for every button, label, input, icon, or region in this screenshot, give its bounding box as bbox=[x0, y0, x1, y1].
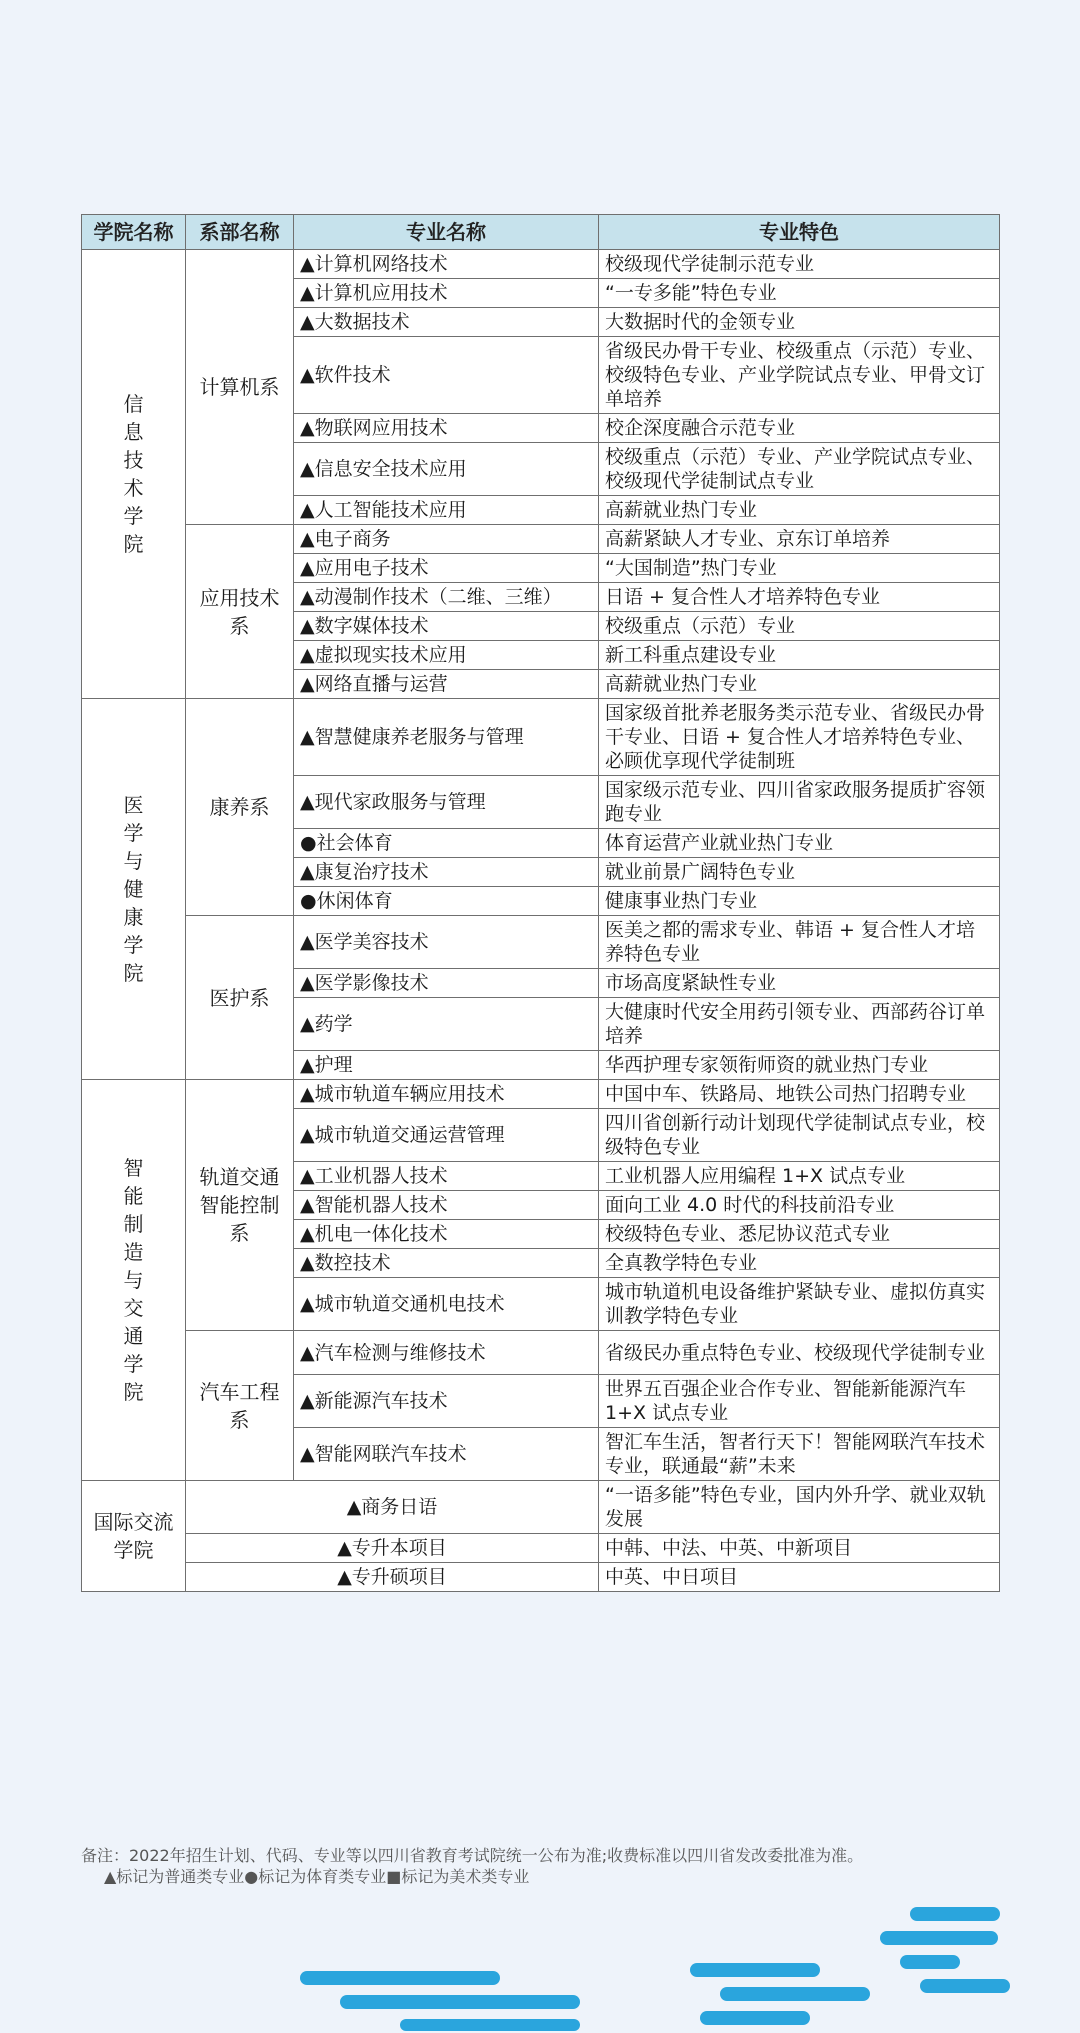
major-name: ▲计算机网络技术 bbox=[294, 250, 599, 279]
major-name: ▲软件技术 bbox=[294, 337, 599, 414]
table-row bbox=[82, 525, 1000, 554]
dept-name: 医护系 bbox=[209, 985, 270, 1010]
major-feature: “一专多能”特色专业 bbox=[599, 279, 1000, 308]
major-name: ▲商务日语 bbox=[186, 1481, 599, 1534]
major-feature: 体育运营产业就业热门专业 bbox=[599, 829, 1000, 858]
table-row bbox=[82, 1080, 1000, 1109]
major-feature: 大数据时代的金领专业 bbox=[599, 308, 1000, 337]
major-name: ▲城市轨道交通运营管理 bbox=[294, 1109, 599, 1162]
table-row bbox=[82, 1481, 1000, 1534]
majors-table bbox=[81, 214, 1000, 1592]
major-name: ▲药学 bbox=[294, 998, 599, 1051]
major-feature: 就业前景广阔特色专业 bbox=[599, 858, 1000, 887]
major-feature: 校级重点（示范）专业、产业学院试点专业、校级现代学徒制试点专业 bbox=[599, 443, 1000, 496]
major-name: ●休闲体育 bbox=[294, 887, 599, 916]
dept-name-cell bbox=[186, 916, 294, 1080]
major-name: ●社会体育 bbox=[294, 829, 599, 858]
major-feature: 工业机器人应用编程 1+X 试点专业 bbox=[599, 1162, 1000, 1191]
dept-name-cell bbox=[186, 250, 294, 525]
header-major: 专业名称 bbox=[294, 215, 599, 250]
major-name: ▲护理 bbox=[294, 1051, 599, 1080]
major-feature: 大健康时代安全用药引领专业、西部药谷订单培养 bbox=[599, 998, 1000, 1051]
cloud-decoration bbox=[300, 1895, 1060, 2033]
major-name: ▲电子商务 bbox=[294, 525, 599, 554]
major-feature: 省级民办重点特色专业、校级现代学徒制专业 bbox=[599, 1331, 1000, 1375]
header-college: 学院名称 bbox=[82, 215, 186, 250]
cloud-pattern-left bbox=[300, 1971, 580, 2031]
major-feature: 国家级示范专业、四川省家政服务提质扩容领跑专业 bbox=[599, 776, 1000, 829]
dept-name: 计算机系 bbox=[199, 375, 280, 399]
major-name: ▲康复治疗技术 bbox=[294, 858, 599, 887]
dept-name: 康养系 bbox=[209, 795, 270, 819]
major-feature: 健康事业热门专业 bbox=[599, 887, 1000, 916]
major-name: ▲大数据技术 bbox=[294, 308, 599, 337]
college-name: 医学与健康学院 bbox=[123, 793, 144, 985]
header-feature: 专业特色 bbox=[599, 215, 1000, 250]
cloud-pattern-right bbox=[880, 1907, 1010, 1993]
dept-name-cell bbox=[186, 1080, 294, 1331]
major-name: ▲机电一体化技术 bbox=[294, 1220, 599, 1249]
major-name: ▲信息安全技术应用 bbox=[294, 443, 599, 496]
major-feature: 世界五百强企业合作专业、智能新能源汽车 1+X 试点专业 bbox=[599, 1375, 1000, 1428]
major-feature: 面向工业 4.0 时代的科技前沿专业 bbox=[599, 1191, 1000, 1220]
table-row bbox=[82, 699, 1000, 776]
footnote-line-1: 备注：2022年招生计划、代码、专业等以四川省教育考试院统一公布为准;收费标准以四川省发改委批准为准。 bbox=[81, 1846, 864, 1865]
dept-name: 汽车工程系 bbox=[199, 1379, 280, 1432]
dept-name-cell bbox=[186, 699, 294, 916]
major-feature: 日语 + 复合性人才培养特色专业 bbox=[599, 583, 1000, 612]
top-blank-area bbox=[0, 0, 1080, 215]
major-feature: 城市轨道机电设备维护紧缺专业、虚拟仿真实训教学特色专业 bbox=[599, 1278, 1000, 1331]
major-name: ▲汽车检测与维修技术 bbox=[294, 1331, 599, 1375]
major-feature: 新工科重点建设专业 bbox=[599, 641, 1000, 670]
major-name: ▲虚拟现实技术应用 bbox=[294, 641, 599, 670]
major-name: ▲城市轨道交通机电技术 bbox=[294, 1278, 599, 1331]
major-feature: 中英、中日项目 bbox=[599, 1563, 1000, 1592]
college-name-cell bbox=[82, 1080, 186, 1481]
major-feature: 高薪就业热门专业 bbox=[599, 496, 1000, 525]
footnote-line-2: ▲标记为普通类专业●标记为体育类专业■标记为美术类专业 bbox=[104, 1867, 530, 1886]
major-feature: 校级特色专业、悉尼协议范式专业 bbox=[599, 1220, 1000, 1249]
major-name: ▲计算机应用技术 bbox=[294, 279, 599, 308]
major-feature: 校企深度融合示范专业 bbox=[599, 414, 1000, 443]
dept-name-cell bbox=[186, 1331, 294, 1481]
college-name: 智能制造与交通学院 bbox=[123, 1156, 144, 1404]
major-name: ▲医学美容技术 bbox=[294, 916, 599, 969]
major-name: ▲医学影像技术 bbox=[294, 969, 599, 998]
major-name: ▲数字媒体技术 bbox=[294, 612, 599, 641]
footnote bbox=[81, 1845, 1041, 1887]
cloud-pattern-middle bbox=[690, 1963, 870, 2025]
major-feature: “一语多能”特色专业，国内外升学、就业双轨发展 bbox=[599, 1481, 1000, 1534]
table-row bbox=[82, 250, 1000, 279]
major-feature: 四川省创新行动计划现代学徒制试点专业，校级特色专业 bbox=[599, 1109, 1000, 1162]
college-name-cell bbox=[82, 250, 186, 699]
major-feature: 医美之都的需求专业、韩语 + 复合性人才培养特色专业 bbox=[599, 916, 1000, 969]
table-row bbox=[82, 1534, 1000, 1563]
major-name: ▲智能网联汽车技术 bbox=[294, 1428, 599, 1481]
major-feature: 校级现代学徒制示范专业 bbox=[599, 250, 1000, 279]
major-name: ▲新能源汽车技术 bbox=[294, 1375, 599, 1428]
major-name: ▲城市轨道车辆应用技术 bbox=[294, 1080, 599, 1109]
major-feature: 高薪紧缺人才专业、京东订单培养 bbox=[599, 525, 1000, 554]
major-name: ▲应用电子技术 bbox=[294, 554, 599, 583]
major-name: ▲物联网应用技术 bbox=[294, 414, 599, 443]
major-feature: 省级民办骨干专业、校级重点（示范）专业、校级特色专业、产业学院试点专业、甲骨文订单培养 bbox=[599, 337, 1000, 414]
major-name: ▲数控技术 bbox=[294, 1249, 599, 1278]
college-name: 信息技术学院 bbox=[123, 392, 144, 556]
major-feature: 华西护理专家领衔师资的就业热门专业 bbox=[599, 1051, 1000, 1080]
major-name: ▲人工智能技术应用 bbox=[294, 496, 599, 525]
header-dept: 系部名称 bbox=[186, 215, 294, 250]
college-name: 国际交流学院 bbox=[93, 1510, 174, 1562]
dept-name: 应用技术系 bbox=[199, 585, 280, 638]
major-name: ▲智能机器人技术 bbox=[294, 1191, 599, 1220]
table-header-row bbox=[82, 215, 1000, 250]
major-feature: 中韩、中法、中英、中新项目 bbox=[599, 1534, 1000, 1563]
major-name: ▲智慧健康养老服务与管理 bbox=[294, 699, 599, 776]
major-name: ▲专升本项目 bbox=[186, 1534, 599, 1563]
major-feature: 中国中车、铁路局、地铁公司热门招聘专业 bbox=[599, 1080, 1000, 1109]
major-name: ▲工业机器人技术 bbox=[294, 1162, 599, 1191]
major-feature: 校级重点（示范）专业 bbox=[599, 612, 1000, 641]
major-name: ▲动漫制作技术（二维、三维） bbox=[294, 583, 599, 612]
major-name: ▲网络直播与运营 bbox=[294, 670, 599, 699]
table-body bbox=[82, 250, 1000, 1592]
major-feature: 国家级首批养老服务类示范专业、省级民办骨干专业、日语 + 复合性人才培养特色专业、必顾优享现代学徒制班 bbox=[599, 699, 1000, 776]
major-feature: 全真教学特色专业 bbox=[599, 1249, 1000, 1278]
dept-name: 轨道交通智能控制系 bbox=[199, 1165, 280, 1245]
major-name: ▲专升硕项目 bbox=[186, 1563, 599, 1592]
major-feature: 智汇车生活，智者行天下！智能网联汽车技术专业，联通最“薪”未来 bbox=[599, 1428, 1000, 1481]
table-row bbox=[82, 1331, 1000, 1375]
major-feature: 高薪就业热门专业 bbox=[599, 670, 1000, 699]
table-row bbox=[82, 916, 1000, 969]
dept-name-cell bbox=[186, 525, 294, 699]
table-row bbox=[82, 1563, 1000, 1592]
major-feature: “大国制造”热门专业 bbox=[599, 554, 1000, 583]
college-name-cell bbox=[82, 699, 186, 1080]
college-name-cell bbox=[82, 1481, 186, 1592]
major-feature: 市场高度紧缺性专业 bbox=[599, 969, 1000, 998]
major-name: ▲现代家政服务与管理 bbox=[294, 776, 599, 829]
